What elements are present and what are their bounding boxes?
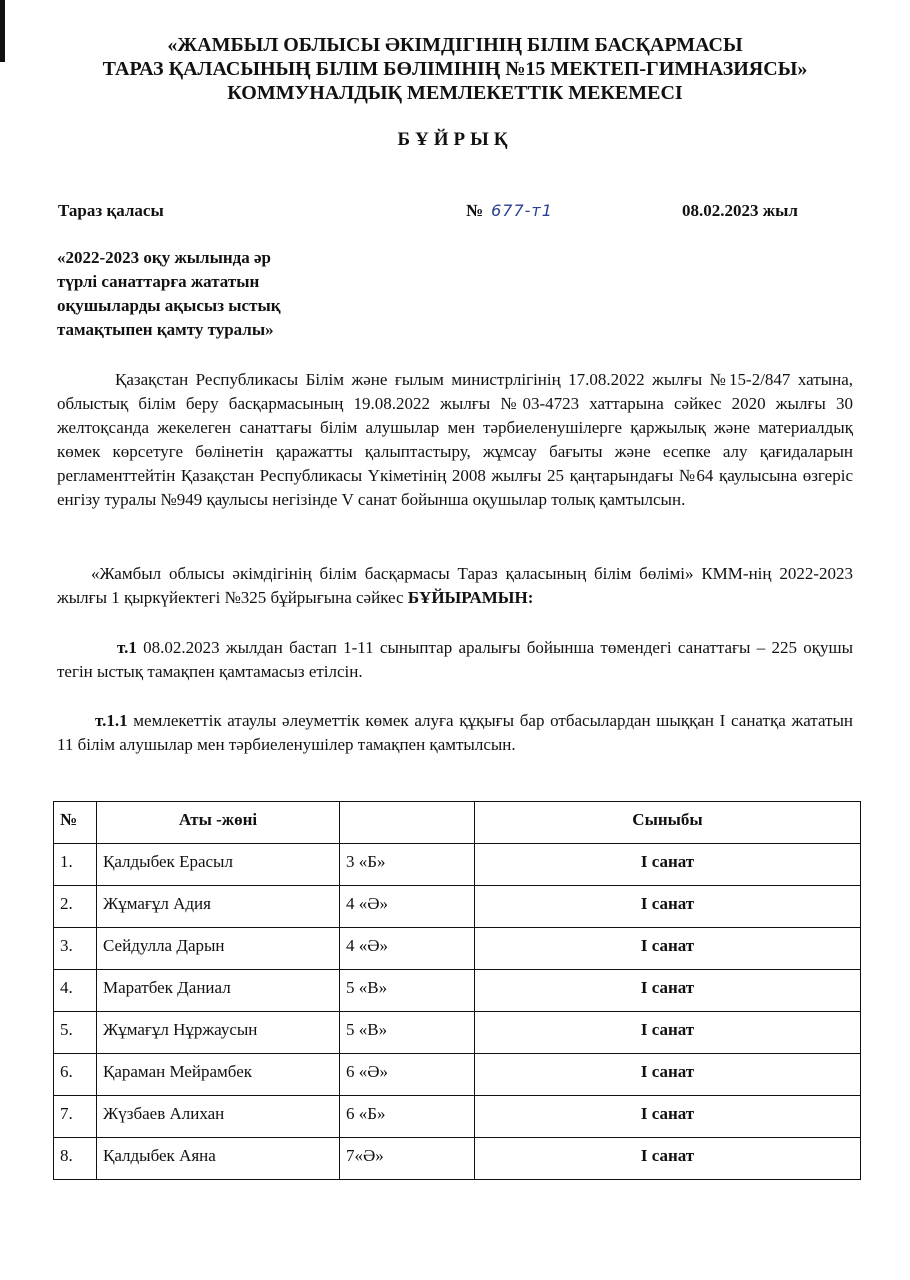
order-number — [466, 199, 553, 223]
handwritten-number: 677-т1 — [491, 201, 553, 220]
row-name: Маратбек Даниал — [97, 970, 340, 1012]
row-name: Қалдыбек Аяна — [97, 1138, 340, 1180]
row-category: I санат — [475, 886, 861, 928]
row-no: 4. — [54, 970, 97, 1012]
table-row — [54, 1012, 861, 1054]
row-name: Сейдулла Дарын — [97, 928, 340, 970]
row-no: 5. — [54, 1012, 97, 1054]
subject-line-4: тамақтыпен қамту туралы» — [57, 320, 274, 339]
header-class: Сыныбы — [475, 802, 861, 844]
row-category: I санат — [475, 844, 861, 886]
paragraph-order — [57, 562, 853, 610]
subject-line-3: оқушыларды ақысыз ыстық — [57, 296, 281, 315]
row-category: I санат — [475, 1096, 861, 1138]
item-1-text: 08.02.2023 жылдан бастап 1-11 сыныптар аралығы бойынша төмендегі санаттағы – 225 оқушы тегін ыстық тамақпен қамтамасыз етілсін. — [57, 638, 853, 681]
table-row — [54, 1096, 861, 1138]
order-command: БҰЙЫРАМЫН: — [407, 588, 534, 607]
students-table — [53, 801, 861, 1180]
row-category: I санат — [475, 970, 861, 1012]
table-row — [54, 1138, 861, 1180]
item-1-1-mark: т.1.1 — [95, 711, 128, 730]
row-category: I санат — [475, 928, 861, 970]
document-header — [30, 33, 880, 105]
row-grade: 3 «Б» — [340, 844, 475, 886]
row-name: Жүзбаев Алихан — [97, 1096, 340, 1138]
row-grade: 5 «В» — [340, 970, 475, 1012]
row-no: 7. — [54, 1096, 97, 1138]
header-line-3: КОММУНАЛДЫҚ МЕМЛЕКЕТТІК МЕКЕМЕСІ — [227, 82, 683, 104]
header-no: № — [54, 802, 97, 844]
document-title: БҰЙРЫҚ — [397, 129, 513, 150]
row-no: 3. — [54, 928, 97, 970]
row-no: 8. — [54, 1138, 97, 1180]
row-name: Жұмағұл Адия — [97, 886, 340, 928]
table-row — [54, 970, 861, 1012]
row-grade: 5 «В» — [340, 1012, 475, 1054]
row-grade: 4 «Ә» — [340, 886, 475, 928]
row-grade: 6 «Б» — [340, 1096, 475, 1138]
number-label: № — [466, 201, 484, 220]
row-name: Қалдыбек Ерасыл — [97, 844, 340, 886]
row-category: I санат — [475, 1054, 861, 1096]
item-1-mark: т.1 — [117, 638, 137, 657]
row-name: Қараман Мейрамбек — [97, 1054, 340, 1096]
header-col3 — [340, 802, 475, 844]
header-line-1: «ЖАМБЫЛ ОБЛЫСЫ ӘКІМДІГІНІҢ БІЛІМ БАСҚАРМАСЫ — [167, 34, 743, 56]
scan-edge-mark — [0, 0, 5, 62]
row-name: Жұмағұл Нұржаусын — [97, 1012, 340, 1054]
table-header-row — [54, 802, 861, 844]
header-line-2: ТАРАЗ ҚАЛАСЫНЫҢ БІЛІМ БӨЛІМІНІҢ №15 МЕКТЕП-ГИМНАЗИЯСЫ» — [102, 58, 808, 80]
table-row — [54, 1054, 861, 1096]
city: Тараз қаласы — [58, 201, 164, 220]
table-row — [54, 886, 861, 928]
paragraph-item-1 — [57, 636, 853, 684]
table-row — [54, 928, 861, 970]
row-no: 1. — [54, 844, 97, 886]
paragraph-basis: Қазақстан Республикасы Білім және ғылым министрлігінің 17.08.2022 жылғы №15-2/847 хатына, облыстық білім беру басқармасының 19.08.2022 жылғы №03-4723 хаттарына сәйкес 2020 жылғы 30 желтоқсанда жекелеген санаттағы білім алушылар мен тәрбиеленушілерге қаржылық және материалдық көмек көрсетуге бөлінетін қаражатты қалыптастыру, жұмсау бағыты және есепке алу қағидаларын регламенттейтін Қазақстан Республикасы Үкіметінің 2008 жылғы 25 қаңтарындағы №64 қаулысына өзгеріс енгізу туралы №949 қаулысы негізінде V санат бойынша оқушылар толық қамтылсын. — [57, 370, 853, 509]
paragraph-item-1-1 — [57, 709, 853, 757]
row-no: 2. — [54, 886, 97, 928]
subject-line-1: «2022-2023 оқу жылында әр — [57, 248, 272, 267]
row-grade: 7«Ә» — [340, 1138, 475, 1180]
row-category: I санат — [475, 1138, 861, 1180]
subject-line-2: түрлі санаттарға жататын — [57, 272, 260, 291]
header-name: Аты -жөні — [97, 802, 340, 844]
row-no: 6. — [54, 1054, 97, 1096]
paragraph-order-text: «Жамбыл облысы әкімдігінің білім басқармасы Тараз қаласының білім бөлімі» КММ-нің 2022-2023 жылғы 1 қыркүйектегі №325 бұйрығына сәйкес — [57, 564, 853, 607]
table-row — [54, 844, 861, 886]
item-1-1-text: мемлекеттік атаулы әлеуметтік көмек алуға құқығы бар отбасылардан шыққан I санатқа жататын 11 білім алушылар мен тәрбиеленушілер тамақпен қамтылсын. — [57, 711, 853, 754]
row-grade: 6 «Ә» — [340, 1054, 475, 1096]
order-subject — [57, 246, 357, 342]
row-category: I санат — [475, 1012, 861, 1054]
row-grade: 4 «Ә» — [340, 928, 475, 970]
order-date: 08.02.2023 жыл — [682, 201, 798, 220]
